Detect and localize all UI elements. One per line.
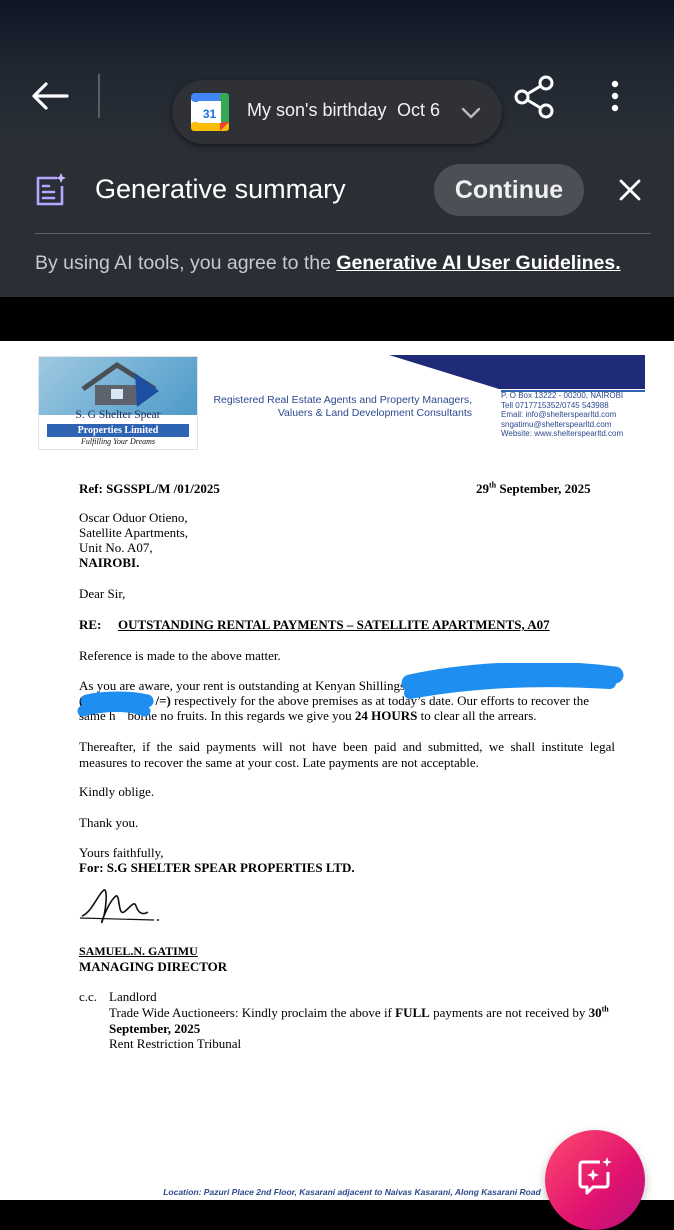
letter-date-suffix: th: [489, 480, 497, 490]
contact-tel: Tell 0717715352/0745 543988: [501, 400, 609, 410]
cc-day-suffix: th: [601, 1004, 609, 1014]
logo-company-name: S. G Shelter Spear: [75, 409, 161, 421]
amount-prefix: (Ksh: [79, 693, 106, 708]
contact-website: Website: www.shelterspearltd.com: [501, 429, 624, 439]
contact-email-2: sngatimu@shelterspearltd.com: [501, 419, 612, 429]
more-vert-icon: [600, 76, 630, 116]
logo-subtitle: Properties Limited: [47, 424, 189, 437]
calendar-notification[interactable]: [172, 80, 502, 144]
cc-deadline: September, 2025: [109, 1021, 201, 1036]
re-subject: OUTSTANDING RENTAL PAYMENTS – SATELLITE APARTMENTS, A07: [118, 617, 550, 632]
ai-guidelines-link[interactable]: Generative AI User Guidelines.: [336, 252, 621, 274]
notification-title: My son's birthday: [247, 100, 387, 120]
letter-footer: Location: Pazuri Place 2nd Floor, Kasarani adjacent to Naivas Kasarani, Along Kasarani Road: [163, 1187, 541, 1197]
registration-line-2: Valuers & Land Development Consultants: [277, 407, 472, 419]
cc-auctioneers-text: Trade Wide Auctioneers: Kindly proclaim the above if: [109, 1005, 396, 1020]
signatory-name: SAMUEL.N. GATIMU: [79, 944, 198, 958]
paragraph-2-line-3-mid: borne no fruits. In this regards we give you: [127, 708, 355, 723]
paragraph-1: Reference is made to the above matter.: [79, 648, 281, 663]
paragraph-4: Kindly oblige.: [79, 784, 155, 799]
recipient-line-3: Unit No. A07,: [79, 540, 153, 555]
cc-tribunal: Rent Restriction Tribunal: [109, 1036, 242, 1051]
google-calendar-icon: [190, 92, 230, 132]
registration-text: [210, 394, 472, 420]
signature-image: [78, 882, 168, 930]
paragraph-2-line-2-text: respectively for the above premises as at today’s date. Our efforts to recover the: [170, 693, 589, 708]
cc-auctioneers-text-2: payments are not received by: [429, 1005, 589, 1020]
generative-summary-title: Generative summary: [95, 174, 346, 204]
paragraph-2-line-3-start: same h: [79, 708, 116, 723]
continue-button[interactable]: Continue: [434, 164, 584, 216]
signatory-title: MANAGING DIRECTOR: [79, 959, 228, 974]
recipient-line-1: Oscar Oduor Otieno,: [79, 510, 188, 525]
contact-email-1: Email: info@shelterspearltd.com: [501, 410, 617, 420]
paragraph-5: Thank you.: [79, 815, 139, 830]
salutation: Dear Sir,: [79, 586, 126, 601]
more-options-button[interactable]: [600, 76, 630, 116]
logo-tagline: Fulfilling Your Dreams: [80, 437, 156, 446]
generative-summary-icon: [32, 172, 68, 208]
cc-day: 30: [588, 1005, 602, 1020]
summary-divider: [35, 233, 651, 234]
app-top-bar: [0, 0, 674, 297]
letter-document: [0, 341, 674, 1200]
closing: Yours faithfully,: [79, 845, 164, 860]
toolbar-divider: [98, 74, 100, 118]
cc-auctioneers: [109, 1005, 609, 1020]
calendar-day-number: 31: [202, 107, 217, 121]
cc-full: FULL: [395, 1005, 430, 1020]
letterhead-banner: [389, 355, 645, 393]
share-button[interactable]: [512, 74, 558, 120]
deadline-hours: 24 HOURS: [354, 708, 418, 723]
registration-line-1: Registered Real Estate Agents and Property Managers,: [213, 394, 472, 406]
back-button[interactable]: [28, 74, 72, 118]
cc-landlord: Landlord: [109, 989, 157, 1004]
arrow-left-icon: [31, 81, 69, 111]
ai-disclaimer: [35, 252, 621, 275]
contact-block: [501, 391, 623, 439]
paragraph-2-line-3-end: to clear all the arrears.: [417, 708, 537, 723]
notification-date: Oct 6: [397, 100, 441, 120]
redaction-scribble: [75, 663, 625, 719]
black-gap: [0, 297, 674, 341]
recipient-line-2: Satellite Apartments,: [79, 525, 189, 540]
re-label: RE:: [79, 617, 102, 632]
cc-label: c.c.: [79, 989, 98, 1004]
company-logo: [38, 356, 198, 450]
close-icon[interactable]: [612, 172, 648, 208]
recipient-line-4: NAIROBI.: [79, 555, 140, 570]
share-icon: [512, 74, 558, 120]
paragraph-3: Thereafter, if the said payments will not have been paid and submitted, we shall institute legal measures to recover the same at your cost. Late payments are not acceptable.: [79, 739, 615, 770]
for-company: For: S.G SHELTER SPEAR PROPERTIES LTD.: [79, 860, 355, 875]
chevron-down-icon[interactable]: [460, 102, 482, 124]
contact-po-box: P. O Box 13222 - 00200, NAIROBI: [501, 391, 624, 400]
paragraph-2-line-1: As you are aware, your rent is outstanding at Kenyan Shillings: [79, 678, 406, 693]
ai-disclaimer-text: By using AI tools, you agree to the: [35, 252, 331, 274]
amount-suffix: 0 /=): [145, 693, 171, 708]
letter-date-day: 29: [476, 481, 489, 496]
letter-ref: Ref: SGSSPL/M /01/2025: [79, 481, 220, 496]
letter-date-month-year: September, 2025: [496, 481, 591, 496]
ai-sparkle-chat-icon: [575, 1156, 615, 1196]
house-logo-icon: [77, 361, 161, 409]
letter-date: [476, 481, 591, 496]
ai-assistant-button[interactable]: [545, 1130, 645, 1230]
